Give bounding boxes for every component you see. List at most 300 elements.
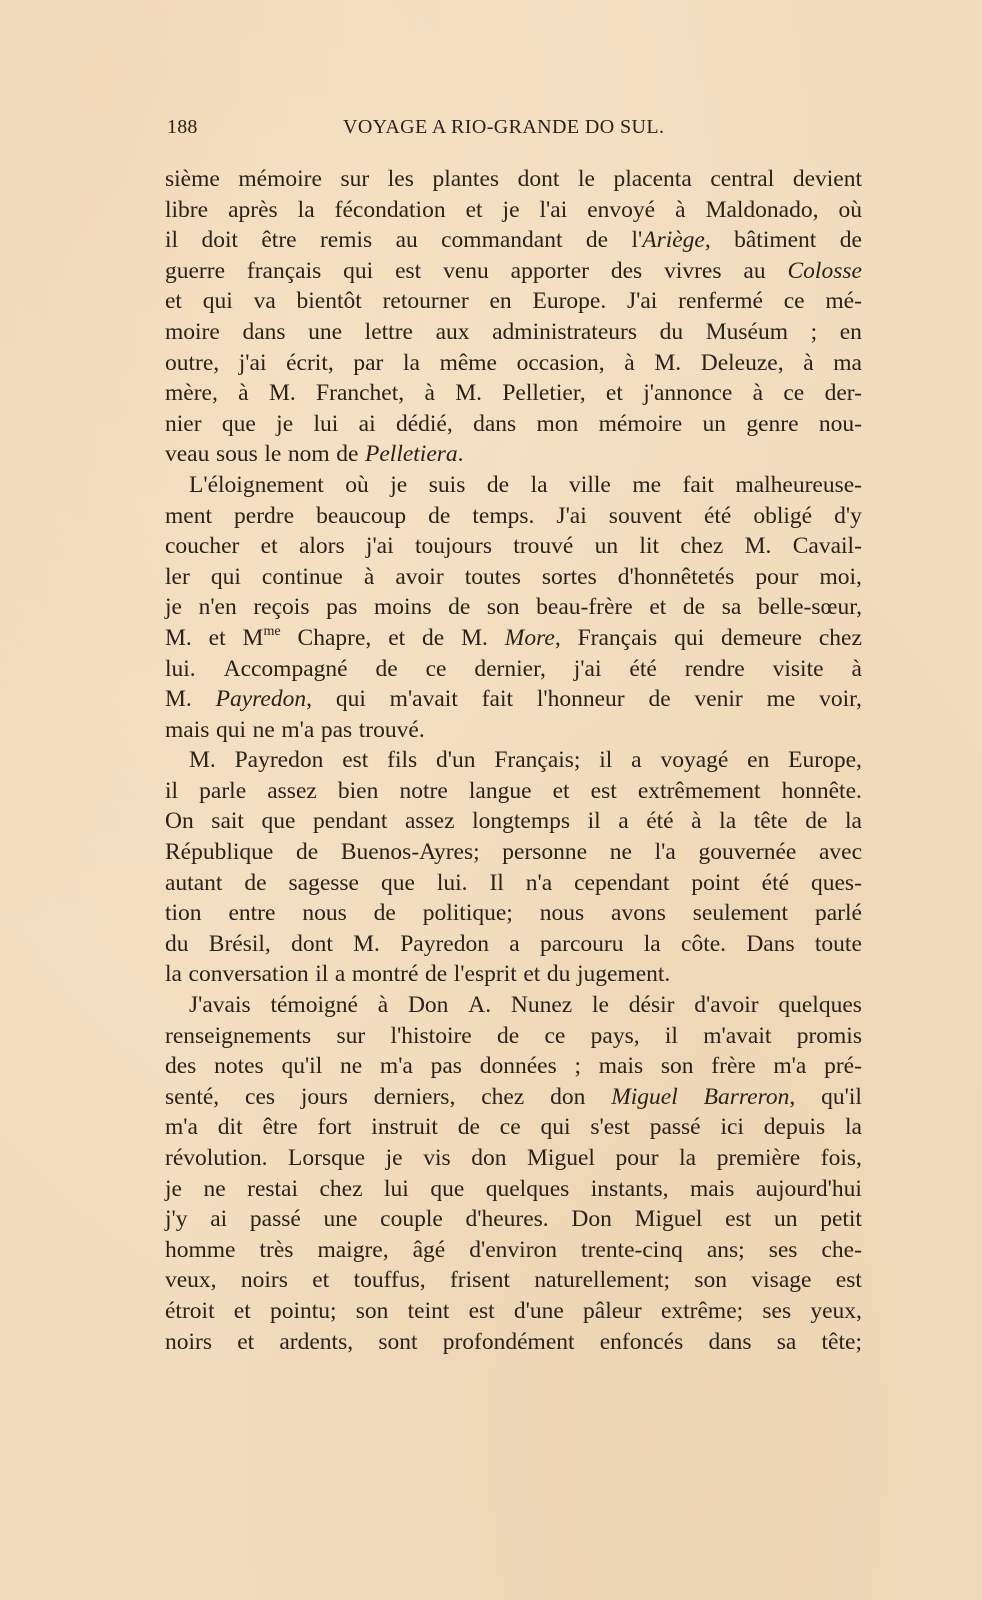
text-line: [165, 623, 862, 654]
word: a: [334, 961, 346, 988]
word: est: [342, 747, 369, 774]
word: extrême;: [660, 1297, 744, 1324]
word: sa: [721, 594, 742, 621]
word: naturellement;: [534, 1267, 671, 1294]
word: extrêmement: [637, 777, 761, 804]
word: Accompagné: [223, 655, 348, 682]
word: visage: [751, 1267, 812, 1294]
word: a: [509, 930, 520, 957]
word: que: [221, 410, 256, 437]
word: rendre: [684, 655, 745, 682]
word: plantes: [432, 166, 500, 192]
word: me: [766, 686, 796, 713]
word: depuis: [763, 1114, 826, 1141]
running-title: VOYAGE A RIO-GRANDE DO SUL.: [343, 116, 665, 138]
word: il: [165, 777, 179, 804]
page-header: [165, 112, 862, 142]
word: de: [373, 900, 396, 927]
word: Maldonado,: [705, 196, 819, 223]
text-line: [165, 195, 862, 226]
word: ici: [720, 1114, 744, 1141]
word: frisent: [449, 1267, 510, 1294]
word: mais: [689, 1175, 735, 1202]
word: voir,: [819, 686, 862, 713]
word: à: [377, 992, 389, 1019]
word: j'ai: [238, 349, 267, 376]
word: remis: [319, 227, 373, 254]
word: pour: [615, 1145, 659, 1171]
word: touffus,: [353, 1267, 426, 1294]
word: ans;: [706, 1236, 745, 1263]
word: la: [643, 930, 661, 957]
word: de: [428, 502, 451, 529]
text-line: [165, 1082, 862, 1113]
text-line: [165, 1235, 862, 1266]
word: une: [308, 318, 343, 345]
text-line: [165, 562, 862, 593]
word: très: [259, 1236, 294, 1263]
word: été: [761, 869, 790, 896]
word: est: [590, 777, 617, 804]
word: M.: [189, 747, 216, 774]
word: voyagé: [660, 747, 729, 774]
word: que: [261, 808, 296, 835]
word: avons: [611, 900, 666, 927]
word: de: [585, 227, 609, 254]
word: ne: [252, 716, 275, 743]
word: jugement.: [576, 961, 671, 988]
word: chez: [481, 1083, 525, 1110]
word: envoyé: [587, 196, 656, 223]
word: à: [851, 655, 862, 682]
word: son: [694, 1267, 728, 1294]
text-line: [165, 806, 862, 837]
word: dont: [291, 930, 333, 957]
word: fort: [317, 1114, 352, 1141]
word: nous: [302, 900, 347, 927]
word: autant: [165, 869, 223, 896]
word: qui: [335, 686, 366, 713]
word: qui: [215, 716, 246, 743]
text-line: [165, 1143, 862, 1174]
word: son: [355, 1297, 389, 1324]
word: souvent: [608, 502, 682, 529]
word: commandant: [441, 227, 563, 254]
word: lit: [639, 533, 660, 560]
book-page: [165, 112, 862, 1355]
word: et: [605, 380, 623, 407]
word: que: [380, 869, 415, 896]
word: bientôt: [296, 288, 362, 315]
word: à: [238, 380, 249, 407]
text-line: [165, 776, 862, 807]
word: et: [165, 288, 182, 315]
word: révolution.: [165, 1145, 268, 1171]
word: que: [430, 1175, 465, 1202]
word: de: [497, 1022, 520, 1049]
text-line: [165, 745, 862, 776]
word: m'avait: [389, 686, 458, 713]
text-line: [165, 654, 862, 685]
word: lui: [384, 1175, 409, 1202]
word: mémoire: [598, 410, 683, 437]
word: parlé: [814, 900, 862, 927]
word: n'a: [525, 869, 553, 896]
word: retourner: [382, 288, 469, 315]
word: pas: [430, 1053, 462, 1080]
word: sait: [211, 808, 244, 835]
word: demeure: [721, 624, 802, 651]
word: dernier,: [474, 655, 546, 682]
text-line: [165, 317, 862, 348]
word: mais: [598, 1053, 644, 1080]
word: tête: [753, 808, 788, 835]
word: pas: [320, 716, 353, 743]
word: d'heures.: [465, 1206, 549, 1233]
word: République: [165, 839, 274, 866]
word: la: [719, 808, 737, 835]
word: dont: [517, 166, 560, 192]
word: au: [743, 257, 766, 284]
word: d'avoir: [694, 992, 759, 1019]
word: venir: [694, 686, 743, 713]
word: m'a: [379, 1053, 413, 1080]
word: ma: [833, 349, 862, 376]
word: du: [659, 318, 684, 345]
word: Payredon,: [215, 686, 312, 713]
word: passé: [649, 1114, 701, 1141]
word: moire: [165, 318, 220, 345]
word: Don: [571, 1206, 612, 1233]
word: belle-sœur,: [757, 594, 862, 621]
word: teint: [407, 1297, 450, 1324]
word: le: [577, 166, 595, 192]
word: est: [395, 257, 422, 284]
word: beau-frère: [536, 594, 633, 621]
word: pointu;: [269, 1297, 337, 1324]
text-line: [165, 929, 862, 960]
word: M.: [461, 624, 488, 651]
word: les: [387, 166, 414, 192]
word: un: [702, 410, 726, 437]
word: données: [479, 1053, 557, 1080]
word: du: [546, 961, 571, 988]
word: été: [646, 808, 674, 835]
word: pas: [326, 594, 358, 621]
word: ce: [425, 655, 447, 682]
word: dans: [242, 318, 286, 345]
word: je: [165, 594, 182, 621]
word: frère: [711, 1053, 756, 1080]
word: point: [691, 869, 740, 896]
word: été: [629, 655, 657, 682]
word: ne: [339, 1053, 363, 1080]
word: lui.: [436, 869, 468, 896]
text-line: [165, 959, 862, 990]
word: tête;: [821, 1328, 862, 1355]
word: et: [388, 624, 406, 651]
word: français: [246, 257, 322, 284]
text-line: [165, 868, 862, 899]
word: toutes: [464, 563, 521, 590]
word: de: [422, 624, 445, 651]
word: parle: [199, 777, 247, 804]
word: qui: [202, 288, 233, 315]
word: m'a: [165, 1114, 198, 1141]
word: ville: [569, 471, 611, 498]
word: veau: [165, 441, 210, 468]
word: lui.: [165, 655, 196, 682]
word: d'y: [834, 502, 862, 529]
word: je: [502, 196, 520, 223]
word: apporter: [510, 257, 589, 284]
word: le: [264, 441, 282, 468]
word: entre: [228, 900, 276, 927]
word: politique;: [422, 900, 513, 927]
word: et: [208, 624, 226, 651]
word: Français;: [494, 747, 581, 774]
word: sagesse: [288, 869, 359, 896]
word: de: [805, 808, 828, 835]
word: est: [725, 1206, 752, 1233]
word: et: [312, 1267, 330, 1294]
word: il: [587, 808, 601, 835]
word: à: [363, 563, 375, 590]
word: la: [297, 196, 315, 223]
word: par: [353, 349, 384, 376]
word: homme: [165, 1236, 236, 1263]
word: Payredon: [234, 747, 324, 774]
word: don: [550, 1083, 586, 1110]
word: il: [315, 961, 329, 988]
word: instants,: [590, 1175, 669, 1202]
word: toujours: [414, 533, 492, 560]
word: qui: [343, 257, 374, 284]
text-line: [165, 1051, 862, 1082]
word: beaucoup: [316, 502, 407, 529]
word: longtemps: [472, 808, 571, 835]
word: profondément: [442, 1328, 575, 1355]
text-line: [165, 1174, 862, 1205]
word: Muséum: [705, 318, 788, 345]
word: noirs: [165, 1328, 212, 1355]
word: ne: [203, 1175, 226, 1202]
word: ques-: [811, 869, 862, 896]
word: d'honnêtetés: [617, 563, 735, 590]
word: où: [838, 196, 862, 223]
word: ai: [358, 410, 376, 437]
word: langue: [468, 777, 532, 804]
word: ;: [810, 318, 818, 345]
word: où: [345, 471, 369, 498]
word: ler: [165, 563, 190, 590]
word: perdre: [234, 502, 295, 529]
word: la: [844, 1114, 862, 1141]
word: à: [691, 808, 702, 835]
word: couple: [380, 1206, 443, 1233]
word: nier: [165, 410, 202, 437]
word: le: [592, 992, 609, 1019]
word: n'en: [198, 594, 237, 621]
word: j'y: [165, 1206, 188, 1233]
word: d'un: [436, 747, 476, 774]
word: de: [682, 594, 706, 621]
text-line: [165, 837, 862, 868]
word: l'Ariège,: [631, 227, 711, 254]
word: venu: [443, 257, 489, 284]
word: honnête.: [781, 777, 862, 804]
text-line: [165, 439, 862, 470]
word: maigre,: [317, 1236, 389, 1263]
word: fils: [387, 747, 418, 774]
word: fait: [682, 471, 714, 498]
word: J'avais: [189, 992, 251, 1019]
word: chez: [680, 533, 724, 560]
word: montré: [351, 961, 419, 988]
word: der-: [824, 380, 862, 407]
word: pâleur: [583, 1297, 642, 1324]
word: derniers,: [373, 1083, 456, 1110]
word: au: [395, 227, 418, 254]
word: M.: [165, 686, 192, 713]
word: dans: [708, 1328, 752, 1355]
word: ardents,: [279, 1328, 354, 1355]
word: qu'il: [821, 1083, 862, 1110]
text-line: [165, 1204, 862, 1235]
word: aux: [435, 318, 470, 345]
word: l'honneur: [536, 686, 625, 713]
word: la: [844, 808, 862, 835]
word: vis: [423, 1145, 451, 1171]
word: va: [253, 288, 276, 315]
word: son: [660, 1053, 694, 1080]
word: Pelletier,: [502, 380, 586, 407]
word: fois,: [820, 1145, 862, 1171]
word: enfoncés: [599, 1328, 684, 1355]
word: de: [244, 869, 267, 896]
word: lettre: [364, 318, 413, 345]
word: nou-: [818, 410, 862, 437]
word: Franchet,: [316, 380, 405, 407]
word: quelques: [778, 992, 862, 1019]
word: je: [276, 410, 294, 437]
word: Français: [577, 624, 658, 651]
word: et: [523, 961, 541, 988]
word: petit: [820, 1206, 862, 1233]
word: Pelletiera.: [365, 441, 464, 468]
word: obligé: [753, 502, 813, 529]
word: de: [448, 594, 471, 621]
word: sortes: [541, 563, 597, 590]
word: avec: [818, 839, 862, 866]
word: sa: [776, 1328, 797, 1355]
word: mais: [165, 716, 210, 743]
body-text: [165, 164, 862, 1357]
word: mon: [536, 410, 579, 437]
word: l'histoire: [390, 1022, 472, 1049]
word: pour: [755, 563, 799, 590]
word: de: [336, 441, 359, 468]
word: des: [165, 1053, 197, 1080]
word: renseignements: [165, 1022, 312, 1049]
word: Miguel: [611, 1083, 678, 1110]
word: sous: [215, 441, 258, 468]
word: est: [835, 1267, 862, 1294]
word: je: [390, 471, 408, 498]
word: étroit: [165, 1297, 215, 1324]
word: Deleuze,: [700, 349, 784, 376]
text-line: [165, 1021, 862, 1052]
word: première: [716, 1145, 801, 1171]
word: Brésil,: [208, 930, 271, 957]
word: noirs: [240, 1267, 288, 1294]
word: promis: [796, 1022, 862, 1049]
word: che-: [821, 1236, 862, 1263]
word: en: [489, 288, 512, 315]
word: fait: [481, 686, 514, 713]
text-line: [165, 225, 862, 256]
text-line: [165, 164, 862, 195]
word: More,: [504, 624, 561, 651]
word: Dans: [746, 930, 795, 957]
word: la: [402, 349, 420, 376]
word: renfermé: [678, 288, 763, 315]
word: mère,: [165, 380, 218, 407]
word: moins: [374, 594, 432, 621]
word: après: [228, 196, 278, 223]
word: M.: [165, 624, 192, 651]
word: temps.: [472, 502, 535, 529]
word: pré-: [824, 1053, 862, 1080]
word: de: [295, 839, 319, 866]
word: lui: [313, 410, 339, 437]
word: me: [632, 471, 662, 498]
word: devient: [792, 166, 862, 192]
text-line: [165, 286, 862, 317]
text-line: [165, 1112, 862, 1143]
word: qui: [540, 1114, 571, 1141]
word: Buenos-Ayres;: [340, 839, 480, 866]
word: est: [468, 1297, 495, 1324]
word: assez: [404, 808, 455, 835]
word: dans: [473, 410, 517, 437]
word: qui: [210, 563, 241, 590]
word: Il: [489, 869, 504, 896]
word: parcouru: [539, 930, 624, 957]
word: M.: [353, 930, 380, 957]
word: sur: [336, 1022, 366, 1049]
word: et: [465, 196, 483, 223]
word: M.: [455, 380, 483, 407]
word: Chapre,: [297, 624, 372, 651]
word: et: [552, 777, 570, 804]
word: gouvernée: [698, 839, 797, 866]
word: sont: [378, 1328, 418, 1355]
word: occasion,: [516, 349, 605, 376]
word: notre: [399, 777, 448, 804]
word: d'une: [513, 1297, 564, 1324]
word: même: [439, 349, 497, 376]
word: en: [839, 318, 862, 345]
word: avoir: [395, 563, 444, 590]
word: continue: [261, 563, 343, 590]
word: bâtiment: [734, 227, 817, 254]
word: sième: [165, 166, 220, 192]
word: chez: [319, 1175, 363, 1202]
word: tion: [165, 900, 202, 927]
word: j'annonce: [643, 380, 733, 407]
word: qui: [674, 624, 705, 651]
